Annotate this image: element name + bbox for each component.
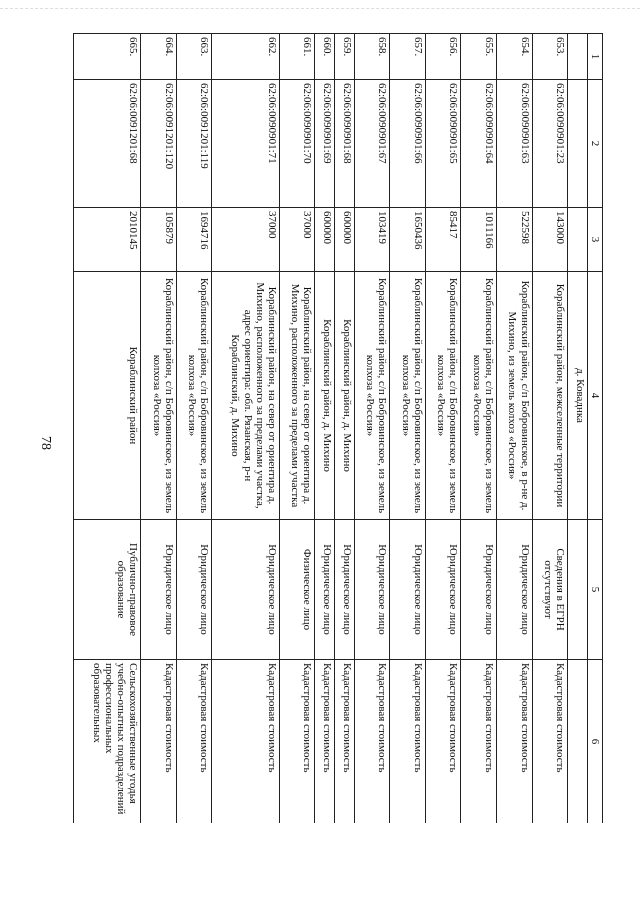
table-row <box>461 34 497 824</box>
table-row <box>74 34 141 824</box>
row-number: 665. <box>74 34 141 80</box>
cadastral-number: 62:06:0091201:68 <box>74 80 141 208</box>
section-title: д. Коваднка <box>568 272 588 520</box>
plot-address: Кораблинский район, межселенные территории <box>532 272 568 520</box>
owner-type: Юридическое лицо <box>461 520 497 660</box>
owner-type: Сведения в ЕГРН отсутствуют <box>532 520 568 660</box>
cadastral-number: 62:06:0090901:70 <box>279 80 315 208</box>
plot-area: 37000 <box>212 208 279 272</box>
cadastral-number: 62:06:0090901:71 <box>212 80 279 208</box>
owner-type: Юридическое лицо <box>315 520 335 660</box>
valuation: Кадастровая стоимость <box>279 660 315 824</box>
table-row <box>335 34 355 824</box>
plot-area: 600000 <box>315 208 335 272</box>
plot-area: 105879 <box>141 208 177 272</box>
cadastral-number: 62:06:0090901:65 <box>425 80 461 208</box>
page-number: 78 <box>38 436 53 450</box>
document-table-area <box>73 33 603 823</box>
table-row <box>315 34 335 824</box>
header-col-6: 6 <box>587 660 602 824</box>
row-number: 662. <box>212 34 279 80</box>
valuation: Кадастровая стоимость <box>497 660 533 824</box>
header-col-1: 1 <box>587 34 602 80</box>
valuation: Кадастровая стоимость <box>212 660 279 824</box>
owner-type: Юридическое лицо <box>354 520 390 660</box>
cadastral-number: 62:06:0090901:69 <box>315 80 335 208</box>
owner-type: Юридическое лицо <box>176 520 212 660</box>
row-number: 663. <box>176 34 212 80</box>
row-number: 660. <box>315 34 335 80</box>
table-header-row <box>587 34 602 824</box>
header-col-2: 2 <box>587 80 602 208</box>
plot-address: Кораблинский район, с/п Бобровинское, из земель колхоза «Россия» <box>390 272 426 520</box>
valuation: Кадастровая стоимость <box>141 660 177 824</box>
valuation: Кадастровая стоимость <box>335 660 355 824</box>
plot-address: Кораблинский район, д. Михино <box>335 272 355 520</box>
page-top-edge <box>0 8 640 9</box>
valuation: Кадастровая стоимость <box>425 660 461 824</box>
plot-area: 1650436 <box>390 208 426 272</box>
plot-area: 143000 <box>532 208 568 272</box>
valuation: Кадастровая стоимость <box>176 660 212 824</box>
header-col-3: 3 <box>587 208 602 272</box>
plot-area: 37000 <box>279 208 315 272</box>
owner-type: Юридическое лицо <box>425 520 461 660</box>
owner-type: Юридическое лицо <box>212 520 279 660</box>
row-number: 661. <box>279 34 315 80</box>
owner-type: Публично-правовое образование <box>74 520 141 660</box>
cadastral-number: 62:06:0090901:67 <box>354 80 390 208</box>
row-number: 659. <box>335 34 355 80</box>
valuation: Кадастровая стоимость <box>315 660 335 824</box>
row-number: 654. <box>497 34 533 80</box>
row-number: 653. <box>532 34 568 80</box>
owner-type: Физическое лицо <box>279 520 315 660</box>
plot-area: 600000 <box>335 208 355 272</box>
plot-address: Кораблинский район, с/п Бобровинское, из земель колхоза «Россия» <box>176 272 212 520</box>
table-row <box>354 34 390 824</box>
plot-address: Кораблинский район, д. Михино <box>315 272 335 520</box>
plot-address: Кораблинский район, с/п Бобровинское, из земель колхоза «Россия» <box>461 272 497 520</box>
plot-area: 1694716 <box>176 208 212 272</box>
plot-area: 85417 <box>425 208 461 272</box>
table-row <box>497 34 533 824</box>
plot-address: Кораблинский район, с/п Бобровинское, из земель колхоза «Россия» <box>354 272 390 520</box>
owner-type: Юридическое лицо <box>335 520 355 660</box>
cadastral-number: 62:06:0091201:119 <box>176 80 212 208</box>
section-row <box>568 34 588 824</box>
valuation: Кадастровая стоимость <box>354 660 390 824</box>
row-number: 664. <box>141 34 177 80</box>
plot-address: Кораблинский район, с/п Бобровинское, в р-не д. Михино, из земель колхоз «Россия» <box>497 272 533 520</box>
valuation: Кадастровая стоимость <box>532 660 568 824</box>
plot-address: Кораблинский район, с/п Бобровинское, из земель колхоза «Россия» <box>425 272 461 520</box>
owner-type: Юридическое лицо <box>390 520 426 660</box>
owner-type: Юридическое лицо <box>497 520 533 660</box>
valuation: Кадастровая стоимость <box>461 660 497 824</box>
cadastral-number: 62:06:0090901:64 <box>461 80 497 208</box>
cadastral-number: 62:06:0090901:68 <box>335 80 355 208</box>
land-plots-table <box>73 33 603 823</box>
valuation: Кадастровая стоимость <box>390 660 426 824</box>
table-row <box>212 34 279 824</box>
table-row <box>176 34 212 824</box>
table-row <box>141 34 177 824</box>
header-col-5: 5 <box>587 520 602 660</box>
plot-area: 522598 <box>497 208 533 272</box>
row-number: 658. <box>354 34 390 80</box>
table-row <box>532 34 568 824</box>
cadastral-number: 62:06:0090901:66 <box>390 80 426 208</box>
row-number: 657. <box>390 34 426 80</box>
rotated-table-container <box>73 33 603 823</box>
valuation: Сельскохозяйственные угодья учебно-опытных подразделений профессиональных образовательных <box>74 660 141 824</box>
table-row <box>279 34 315 824</box>
table-row <box>425 34 461 824</box>
header-col-4: 4 <box>587 272 602 520</box>
plot-area: 103419 <box>354 208 390 272</box>
cadastral-number: 62:06:0091201:120 <box>141 80 177 208</box>
table-row <box>390 34 426 824</box>
plot-address: Кораблинский район, на север от ориентира д. Михино, расположенного за пределами участка <box>279 272 315 520</box>
row-number: 655. <box>461 34 497 80</box>
cadastral-number: 62:06:0090901:63 <box>497 80 533 208</box>
plot-area: 2010145 <box>74 208 141 272</box>
plot-address: Кораблинский район, на север от ориентира д. Михино, расположенного за пределами участка, адрес ориентира: обл. Рязанская, р-н Кораблинский, д. Михино <box>212 272 279 520</box>
plot-address: Кораблинский район, с/п Бобровинское, из земель колхоза «Россия» <box>141 272 177 520</box>
cadastral-number: 62:06:0090901:23 <box>532 80 568 208</box>
plot-address: Кораблинский район <box>74 272 141 520</box>
owner-type: Юридическое лицо <box>141 520 177 660</box>
plot-area: 1011166 <box>461 208 497 272</box>
row-number: 656. <box>425 34 461 80</box>
